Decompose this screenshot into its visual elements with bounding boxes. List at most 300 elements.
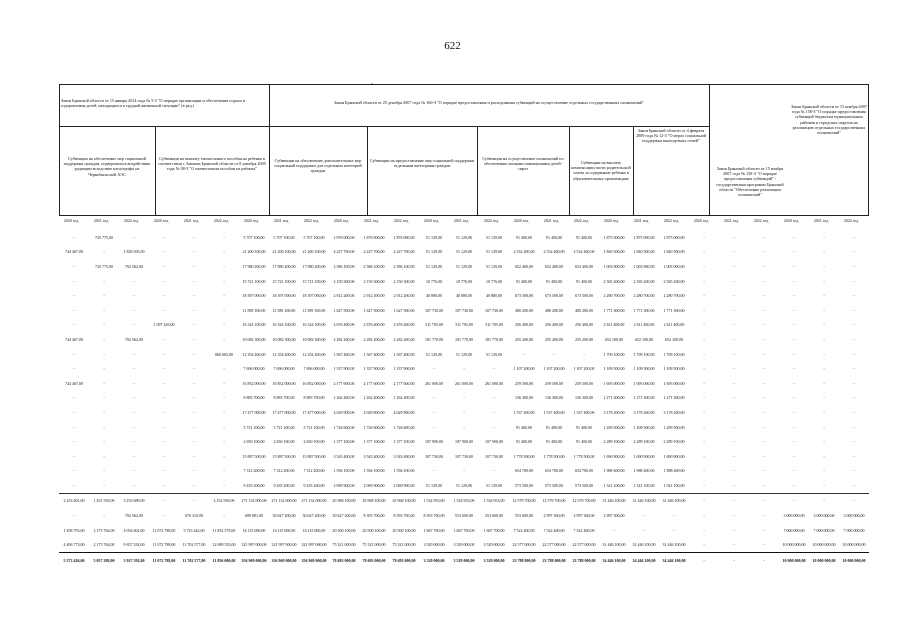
table-cell: - [733, 424, 735, 430]
table-cell: - [733, 453, 735, 459]
table-cell: 2 611 400,00 [603, 322, 625, 328]
table-cell: 7 522 400,00 [543, 527, 565, 533]
table-cell: - [853, 409, 855, 415]
table-cell: 2 280 700,00 [663, 293, 685, 299]
table-cell: - [493, 366, 495, 372]
table-cell: 78 693 000,00 [329, 553, 359, 568]
table-cell: 3 529 000,00 [419, 553, 449, 568]
table-cell: 2 150 300,00 [393, 278, 415, 284]
table-cell: - [733, 380, 735, 386]
table-cell: - [103, 482, 105, 488]
table-cell: - [133, 468, 135, 474]
table-cell: - [809, 493, 839, 508]
table-cell: - [223, 336, 225, 342]
table-cell: 4 227 700,00 [363, 249, 385, 255]
table-cell: 1 003 900,00 [603, 263, 625, 269]
table-cell: - [163, 336, 165, 342]
table-cell: 1 667 700,00 [453, 527, 475, 533]
table-cell: 107 900,00 [485, 439, 503, 445]
table-row [59, 420, 869, 435]
table-cell: 2 650 100,00 [273, 439, 295, 445]
table-cell: 2 233 401,00 [59, 493, 89, 508]
table-cell: - [853, 395, 855, 401]
year-header-cell: 2021 год [363, 218, 379, 223]
year-header-cell: 2022 год [393, 218, 409, 223]
table-cell: - [103, 249, 105, 255]
table-row [59, 259, 869, 274]
table-cell: - [193, 366, 195, 372]
table-cell: 1 695 000,00 [603, 380, 625, 386]
table-cell: - [793, 395, 795, 401]
table-cell: - [73, 513, 75, 519]
table-cell: 3 178 200,00 [603, 409, 625, 415]
table-cell: - [823, 453, 825, 459]
table-cell: 3 178 200,00 [633, 409, 655, 415]
table-cell: - [853, 322, 855, 328]
table-cell: - [793, 380, 795, 386]
table-cell: 256 400,00 [515, 322, 533, 328]
table-cell: 11 072 788,00 [152, 527, 176, 533]
table-cell: - [733, 293, 735, 299]
table-cell: - [223, 513, 225, 519]
table-cell: 673 500,00 [575, 293, 593, 299]
table-cell: - [103, 293, 105, 299]
table-cell: - [223, 453, 225, 459]
table-cell: 51 129,00 [486, 263, 502, 269]
table-cell: 3 000 000,00 [813, 513, 835, 519]
table-cell: - [163, 263, 165, 269]
header-mid-border [59, 126, 709, 127]
table-cell: 1 876 000,00 [363, 234, 385, 240]
table-cell: - [223, 322, 225, 328]
table-cell: 1 541 100,00 [603, 482, 625, 488]
table-cell: - [793, 234, 795, 240]
table-cell: 1 771 300,00 [633, 307, 655, 313]
table-cell: 654 700,00 [575, 468, 593, 474]
table-row [59, 523, 869, 538]
table-cell: - [133, 453, 135, 459]
table-cell: 51 129,00 [486, 482, 502, 488]
table-cell: 725 775,00 [95, 234, 113, 240]
table-cell: - [133, 482, 135, 488]
table-cell: - [163, 307, 165, 313]
table-cell: - [193, 351, 195, 357]
table-cell: 51 129,00 [486, 234, 502, 240]
table-cell: - [703, 351, 705, 357]
table-cell: 1 337 900,00 [333, 366, 355, 372]
table-cell: 2 997 300,00 [573, 513, 595, 519]
table-cell: 5 707 100,00 [303, 234, 325, 240]
table-cell: - [703, 278, 705, 284]
table-cell: 1 567 400,00 [363, 351, 385, 357]
table-cell: 725 775,00 [95, 263, 113, 269]
table-cell: - [853, 439, 855, 445]
table-cell: - [763, 439, 765, 445]
table-cell: - [853, 278, 855, 284]
table-cell: 1 271 300,00 [633, 395, 655, 401]
table-cell: 17 477 000,00 [242, 409, 266, 415]
table-cell: 10 000 000,00 [812, 542, 836, 548]
year-header-cell: 2020 год [243, 218, 259, 223]
table-cell: 2 676 400,00 [393, 322, 415, 328]
table-cell: 2 565 200,00 [633, 278, 655, 284]
table-cell: 1 567 400,00 [393, 351, 415, 357]
table-cell: 11 589 100,00 [272, 307, 296, 313]
table-cell: - [763, 482, 765, 488]
table-cell: - [493, 424, 495, 430]
table-cell: - [193, 409, 195, 415]
table-cell: - [763, 513, 765, 519]
table-cell: 255 200,00 [545, 336, 563, 342]
table-cell: 136 300,00 [545, 395, 563, 401]
table-cell: 702 562,00 [125, 336, 143, 342]
table-cell: 2 177 600,00 [363, 380, 385, 386]
table-cell: - [133, 439, 135, 445]
year-header-cell: 2020 год [333, 218, 349, 223]
table-cell: 7 312 200,00 [303, 468, 325, 474]
table-cell: 2 177 600,00 [333, 380, 355, 386]
table-row [59, 449, 869, 464]
table-cell: 10 000 000,00 [782, 542, 806, 548]
table-cell: - [193, 468, 195, 474]
header-divider-5 [477, 126, 478, 216]
table-cell: 9 657 332,00 [123, 542, 145, 548]
table-cell: - [223, 395, 225, 401]
table-cell: 259 500,00 [545, 380, 563, 386]
table-cell: - [763, 366, 765, 372]
table-cell: - [193, 234, 195, 240]
table-cell: - [433, 395, 435, 401]
table-cell: - [733, 468, 735, 474]
table-cell: 23 788 000,00 [539, 553, 569, 568]
table-cell: 1 695 000,00 [663, 380, 685, 386]
table-cell: 17 477 000,00 [272, 409, 296, 415]
table-cell: - [763, 468, 765, 474]
table-cell: 2 676 400,00 [363, 322, 385, 328]
table-cell: - [103, 424, 105, 430]
year-header-cell: 2021 год [633, 218, 649, 223]
table-cell: - [689, 493, 719, 508]
table-cell: 3 529 000,00 [483, 542, 505, 548]
table-cell: - [433, 366, 435, 372]
table-cell: 2 997 300,00 [603, 513, 625, 519]
table-cell: 91 400,00 [576, 234, 592, 240]
table-cell: - [703, 409, 705, 415]
table-cell: 2 069 900,00 [363, 482, 385, 488]
table-cell: 21 200 100,00 [272, 249, 296, 255]
year-header-cell: 2021 год [93, 218, 109, 223]
table-cell: 107 900,00 [455, 439, 473, 445]
table-cell: - [149, 493, 179, 508]
table-cell: 2 532 400,00 [543, 249, 565, 255]
table-cell: 10 776,00 [486, 278, 502, 284]
table-cell: - [193, 322, 195, 328]
table-cell: 553 600,00 [485, 513, 503, 519]
table-cell: - [223, 234, 225, 240]
table-cell: 16 852 000,00 [272, 380, 296, 386]
table-cell: - [223, 409, 225, 415]
table-cell: 16 324 100,00 [302, 322, 326, 328]
table-cell: - [853, 249, 855, 255]
table-row [59, 478, 869, 493]
table-cell: 689 881,00 [245, 513, 263, 519]
table-cell: 2 175 764,00 [93, 527, 115, 533]
header-divider-1 [269, 84, 270, 216]
table-cell: - [733, 366, 735, 372]
table-cell: 10 000 000,00 [842, 542, 866, 548]
table-cell: 1 262 400,00 [363, 395, 385, 401]
table-cell: - [73, 424, 75, 430]
table-cell: - [703, 263, 705, 269]
table-cell: - [823, 336, 825, 342]
table-cell: 40 880,00 [456, 293, 472, 299]
table-cell: 1 209 500,00 [633, 424, 655, 430]
table-cell: - [73, 395, 75, 401]
header-left-border [59, 84, 60, 216]
table-cell: 9 435 200,00 [303, 482, 325, 488]
table-cell: 652 400,00 [515, 263, 533, 269]
table-cell: 22 577 000,00 [512, 542, 536, 548]
table-cell: 91 400,00 [516, 439, 532, 445]
table-cell: 1 107 200,00 [513, 366, 535, 372]
table-row [59, 318, 869, 333]
table-cell: 480 200,00 [545, 307, 563, 313]
table-cell: - [133, 380, 135, 386]
table-cell: 1 209 500,00 [663, 424, 685, 430]
table-row [59, 245, 869, 260]
table-cell: - [163, 351, 165, 357]
table-cell: - [823, 395, 825, 401]
table-cell: 1 690 900,00 [603, 453, 625, 459]
table-cell: - [703, 424, 705, 430]
table-cell: 136 300,00 [575, 395, 593, 401]
table-cell: 7 000 000,00 [843, 527, 865, 533]
table-cell: 5 721 100,00 [273, 424, 295, 430]
table-cell: - [193, 482, 195, 488]
table-cell: 12 579 700,00 [539, 493, 569, 508]
year-header-cell: 2022 год [573, 218, 589, 223]
table-cell: 5 573 426,00 [59, 553, 89, 568]
table-cell: - [463, 468, 465, 474]
table-cell: 5 937 592,00 [119, 553, 149, 568]
table-cell: - [779, 493, 809, 508]
table-cell: 15 887 500,00 [272, 453, 296, 459]
table-cell: 1 109 500,00 [663, 366, 685, 372]
table-cell: - [703, 542, 705, 548]
table-cell: - [719, 493, 749, 508]
table-cell: - [733, 409, 735, 415]
table-cell: 1 875 000,00 [633, 234, 655, 240]
table-cell: 1 109 500,00 [633, 366, 655, 372]
table-cell: - [223, 380, 225, 386]
table-cell: 7 522 400,00 [573, 527, 595, 533]
table-cell: 91 400,00 [516, 424, 532, 430]
table-cell: - [763, 395, 765, 401]
table-cell: - [73, 293, 75, 299]
table-cell: 16 115 000,00 [242, 527, 266, 533]
table-cell: - [823, 249, 825, 255]
table-cell: - [223, 293, 225, 299]
table-cell: 5 723 442,00 [183, 527, 205, 533]
header-col-4: Субвенции на предоставление мер социальной поддержки отдельным категориям граждан [369, 158, 475, 169]
table-cell: 1 771 300,00 [603, 307, 625, 313]
table-cell: - [733, 482, 735, 488]
table-cell: 1 988 400,00 [633, 468, 655, 474]
table-cell: - [853, 293, 855, 299]
table-cell: 4 054 602,00 [123, 527, 145, 533]
year-header-cell: 2020 год [603, 218, 619, 223]
table-cell: 10 082 300,00 [302, 336, 326, 342]
table-cell: 91 400,00 [516, 234, 532, 240]
table-cell: - [703, 380, 705, 386]
table-cell: - [733, 249, 735, 255]
table-cell: - [163, 453, 165, 459]
table-cell: 2 586 100,00 [333, 263, 355, 269]
table-cell: 51 129,00 [456, 351, 472, 357]
table-cell: 7 312 200,00 [243, 468, 265, 474]
header-right-border [868, 84, 869, 216]
table-cell: - [733, 527, 735, 533]
table-cell: - [793, 249, 795, 255]
table-cell: - [793, 439, 795, 445]
table-cell: 8 393 700,00 [423, 513, 445, 519]
table-cell: - [793, 366, 795, 372]
table-cell: - [853, 468, 855, 474]
table-cell: - [133, 366, 135, 372]
table-cell: 75 321 000,00 [332, 542, 356, 548]
table-cell: 1 534 953,00 [419, 493, 449, 508]
table-cell: - [703, 336, 705, 342]
table-cell: - [793, 307, 795, 313]
table-cell: 1 003 900,00 [663, 263, 685, 269]
table-cell: 12 689 535,00 [212, 542, 236, 548]
table-cell: - [103, 278, 105, 284]
table-cell: - [823, 482, 825, 488]
table-cell: 7 522 400,00 [513, 527, 535, 533]
table-cell: - [433, 468, 435, 474]
table-cell: - [493, 468, 495, 474]
table-cell: - [733, 336, 735, 342]
table-cell: 1 840 500,00 [633, 249, 655, 255]
table-cell: - [749, 493, 779, 508]
table-cell: 2 650 100,00 [243, 439, 265, 445]
table-cell: - [793, 322, 795, 328]
table-cell: - [763, 527, 765, 533]
table-cell: 744 467,00 [65, 380, 83, 386]
table-cell: 7 696 000,00 [243, 366, 265, 372]
year-header-cell: 2022 год [483, 218, 499, 223]
table-cell: 2 069 900,00 [333, 482, 355, 488]
table-cell: 553 600,00 [515, 513, 533, 519]
header-caption-left: Закон Брянской области от 15 января 2014 года № 5-З "О порядке организации и обеспечения отдыха и оздоровления детей, находящихся в трудной жизненной ситуации" (в ред.) [61, 98, 246, 109]
table-cell: 78 693 000,00 [359, 553, 389, 568]
table-cell: - [763, 542, 765, 548]
table-cell: 1 875 000,00 [603, 234, 625, 240]
table-cell: - [223, 366, 225, 372]
table-cell: 356 969 000,00 [239, 553, 269, 568]
table-cell: - [853, 366, 855, 372]
table-cell: 15 721 100,00 [242, 278, 266, 284]
table-cell: - [763, 249, 765, 255]
table-cell: - [163, 366, 165, 372]
table-cell: 75 321 000,00 [392, 542, 416, 548]
table-cell: 136 300,00 [515, 395, 533, 401]
table-cell: 12 354 400,00 [272, 351, 296, 357]
table-cell: - [823, 322, 825, 328]
table-cell: - [73, 351, 75, 357]
table-cell: 259 500,00 [515, 380, 533, 386]
table-cell: 5 721 100,00 [243, 424, 265, 430]
table-cell: 31 446 100,00 [662, 542, 686, 548]
table-cell: - [73, 409, 75, 415]
table-cell: 107 730,00 [425, 453, 443, 459]
table-cell: 1 107 200,00 [543, 366, 565, 372]
table-cell: - [223, 468, 225, 474]
table-cell: - [223, 263, 225, 269]
table-cell: 1 537 400,00 [573, 409, 595, 415]
table-cell: 91 400,00 [516, 278, 532, 284]
table-cell: 1 262 400,00 [333, 395, 355, 401]
table-row [59, 434, 869, 449]
table-cell: 1 690 900,00 [663, 453, 685, 459]
table-cell: 7 312 200,00 [273, 468, 295, 474]
table-cell: 5 721 100,00 [303, 424, 325, 430]
table-cell: 321 997 000,00 [241, 542, 267, 548]
table-cell: 1 627 500,00 [333, 307, 355, 313]
table-cell: 30 627 200,00 [302, 513, 326, 519]
year-header-cell: 2020 год [63, 218, 79, 223]
table-cell: - [823, 468, 825, 474]
table-cell: - [163, 395, 165, 401]
table-cell: - [823, 366, 825, 372]
table-cell: - [103, 453, 105, 459]
table-cell: 2 150 300,00 [363, 278, 385, 284]
table-cell: 2 650 100,00 [303, 439, 325, 445]
table-cell: 3 529 000,00 [449, 553, 479, 568]
table-cell: - [133, 351, 135, 357]
table-cell: - [853, 424, 855, 430]
table-cell: 17 477 000,00 [302, 409, 326, 415]
table-cell: - [733, 234, 735, 240]
table-cell: 18 397 000,00 [242, 293, 266, 299]
table-cell: 321 997 000,00 [301, 542, 327, 548]
table-cell: - [853, 482, 855, 488]
table-cell: 2 532 400,00 [573, 249, 595, 255]
table-cell: 51 129,00 [426, 263, 442, 269]
year-header-cell: 2022 год [843, 218, 859, 223]
header-divider-4 [367, 126, 368, 216]
table-cell: 34 446 100,00 [629, 553, 659, 568]
table-cell: - [193, 278, 195, 284]
table-cell: - [523, 351, 525, 357]
table-cell: 2 565 200,00 [663, 278, 685, 284]
table-cell: - [223, 307, 225, 313]
table-row [59, 464, 869, 479]
year-header-cell: 2020 год [783, 218, 799, 223]
table-cell: 1 541 100,00 [633, 482, 655, 488]
table-cell: 1 709 100,00 [603, 351, 625, 357]
table-cell: 1 627 500,00 [393, 307, 415, 313]
table-cell: 1 778 500,00 [513, 453, 535, 459]
table-cell: - [823, 424, 825, 430]
table-cell: 18 397 000,00 [302, 293, 326, 299]
table-cell: 22 577 000,00 [572, 542, 596, 548]
table-cell: 2 586 100,00 [393, 263, 415, 269]
data-table [59, 230, 869, 568]
table-cell: 34 446 100,00 [599, 553, 629, 568]
table-cell: - [733, 395, 735, 401]
table-cell: - [103, 468, 105, 474]
